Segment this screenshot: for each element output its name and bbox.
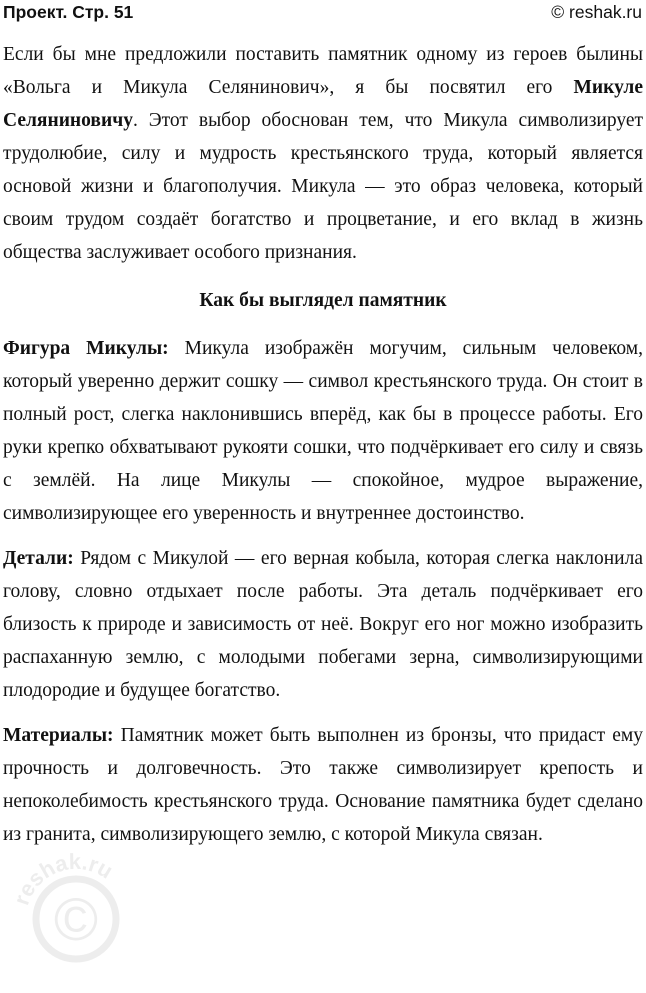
details-paragraph [3, 542, 643, 707]
page-header [0, 0, 646, 26]
section-heading: Как бы выглядел памятник [199, 290, 447, 311]
figure-text: Микула изображён могучим, сильным человеком, который уверенно держит сошку — символ крестьянского труда. Он стоит в полный рост, слегка наклонившись вперёд, как бы в процессе работы. Его руки крепко обхватывают рукояти сошки, что подчёркивает его силу и связь с землёй. На лице Микулы — спокойное, мудрое выражение, символизирующее его уверенность и внутреннее достоинство. [3, 338, 643, 524]
watermark-logo [2, 845, 150, 993]
materials-paragraph [3, 719, 643, 851]
materials-label: Материалы: [3, 725, 114, 746]
site-credit: © reshak.ru [551, 2, 642, 22]
intro-paragraph [3, 38, 643, 269]
page-title: Проект. Стр. 51 [3, 2, 134, 22]
details-text: Рядом с Микулой — его верная кобыла, которая слегка наклонила голову, словно отдыхает после работы. Эта деталь подчёркивает его близость к природе и зависимость от неё. Вокруг его ног можно изобразить распаханную землю, с молодыми побегами зерна, символизирующими плодородие и будущее богатство. [3, 548, 643, 701]
intro-highlight: Микуле Селяниновичу [3, 77, 643, 131]
intro-text-start: Если бы мне предложили поставить памятник одному из героев былины «Вольга и Микула Селянинович», я бы посвятил его [3, 44, 643, 98]
watermark-ring [36, 879, 116, 959]
figure-label: Фигура Микулы: [3, 338, 169, 359]
watermark-text: reshak.ru [8, 848, 118, 909]
materials-text: Памятник может быть выполнен из бронзы, что придаст ему прочность и долговечность. Это также символизирует крепость и непоколебимость крестьянского труда. Основание памятника будет сделано из гранита, символизирующего землю, с которой Микула связан. [3, 725, 643, 845]
document-body [3, 38, 643, 851]
details-label: Детали: [3, 548, 74, 569]
intro-text-end: . Этот выбор обоснован тем, что Микула символизирует трудолюбие, силу и мудрость крестьянского труда, который является основой жизни и благополучия. Микула — это образ человека, который своим трудом создаёт богатство и процветание, и его вклад в жизнь общества заслуживает особого признания. [3, 110, 643, 263]
watermark-copyright-glyph: © [53, 886, 99, 953]
figure-paragraph [3, 332, 643, 530]
